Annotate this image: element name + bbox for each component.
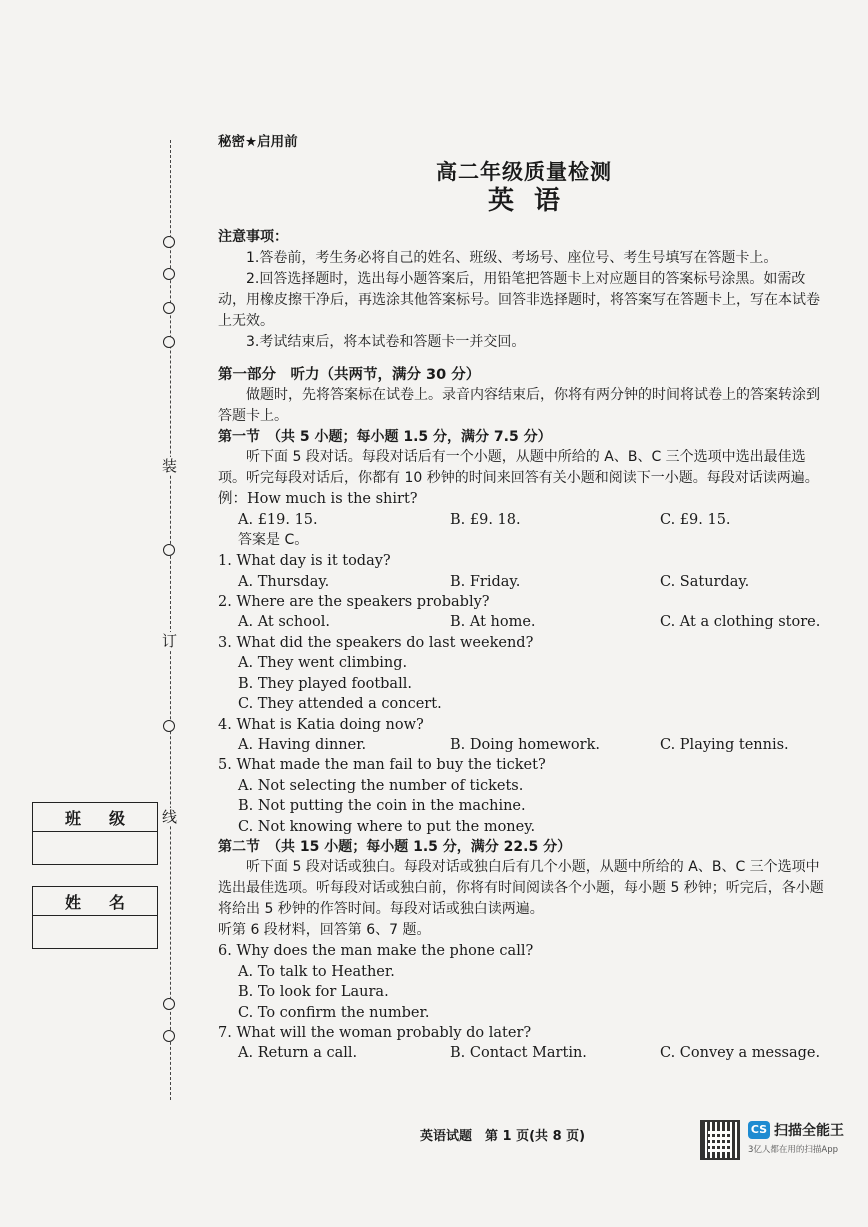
answer-option: B. To look for Laura. <box>238 984 389 1001</box>
binding-hole-icon <box>163 336 175 348</box>
binding-hole-icon <box>163 544 175 556</box>
example-answer: 答案是 C。 <box>238 532 309 549</box>
secret-mark: 秘密★启用前 <box>218 134 298 150</box>
notice-item: 3.考试结束后，将本试卷和答题卡一并交回。 <box>246 333 526 350</box>
question-stem: 1. What day is it today? <box>218 553 391 570</box>
part1-heading: 第一部分 听力（共两节，满分 30 分） <box>218 366 481 383</box>
answer-option: B. Not putting the coin in the machine. <box>238 798 526 815</box>
answer-option: C. Saturday. <box>660 573 750 590</box>
question-options <box>218 612 830 632</box>
part1-intro: 做题时，先将答案标在试卷上。录音内容结束后，你将有两分钟的时间将试卷上的答案转涂到答题卡上。 <box>218 387 820 425</box>
question-stem: 5. What made the man fail to buy the ticket? <box>218 757 546 774</box>
answer-option: C. At a clothing store. <box>660 614 821 631</box>
section2-intro: 听下面 5 段对话或独白。每段对话或独白后有几个小题，从题中所给的 A、B、C 三个选项中选出最佳选项。听每段对话或独白前，你将有时间阅读各个小题，每小题 5 秒钟；听完后，各小题将给出 5 秒钟的作答时间。每段对话或独白读两遍。 <box>218 859 824 918</box>
binding-dashed-line <box>170 140 171 1100</box>
answer-option: A. Thursday. <box>238 573 330 590</box>
page-footer: 英语试题 第 1 页(共 8 页) <box>420 1129 586 1144</box>
binding-hole-icon <box>163 268 175 280</box>
class-field-box <box>32 802 158 865</box>
section2-question-list <box>218 941 830 1063</box>
camscanner-tagline: 3亿人都在用的扫描App <box>748 1145 839 1155</box>
binding-hole-icon <box>163 302 175 314</box>
answer-option: B. At home. <box>450 614 536 631</box>
camscanner-logo-icon: CS <box>748 1121 770 1139</box>
notice-item: 2.回答选择题时，选出每小题答案后，用铅笔把答题卡上对应题目的答案标号涂黑。如需改动，用橡皮擦干净后，再选涂其他答案标号。回答非选择题时，将答案写在答题卡上，写在本试卷上无效。 <box>218 270 820 329</box>
section1-intro: 听下面 5 段对话。每段对话后有一个小题，从题中所给的 A、B、C 三个选项中选出最佳选项。听完每段对话后，你都有 10 秒钟的时间来回答有关小题和阅读下一小题。每段对话读两遍。 <box>218 449 819 487</box>
exam-title: 高二年级质量检测 <box>436 160 612 185</box>
camscanner-name: 扫描全能王 <box>774 1123 844 1139</box>
class-input-area[interactable] <box>33 832 157 864</box>
name-field-box <box>32 886 158 949</box>
example-option: C. £9. 15. <box>660 511 731 528</box>
example-option: B. £9. 18. <box>450 511 521 528</box>
answer-option: C. They attended a concert. <box>238 696 442 713</box>
exam-content <box>218 132 830 1064</box>
question-stem: 4. What is Katia doing now? <box>218 716 424 733</box>
answer-option: B. They played football. <box>238 675 412 692</box>
answer-option: B. Doing homework. <box>450 736 600 753</box>
section2-heading: 第二节 （共 15 小题；每小题 1.5 分，满分 22.5 分） <box>218 838 572 855</box>
binding-hole-icon <box>163 998 175 1010</box>
question-stem: 6. Why does the man make the phone call? <box>218 943 534 960</box>
exam-subject: 英语 <box>487 185 580 216</box>
question-options <box>218 1043 830 1063</box>
binding-char-zhuang: 装 <box>162 457 178 475</box>
answer-option: A. At school. <box>238 614 330 631</box>
answer-option: A. Not selecting the number of tickets. <box>238 777 524 794</box>
section1-question-list <box>218 551 830 837</box>
example-option: A. £19. 15. <box>238 511 318 528</box>
answer-option: B. Contact Martin. <box>450 1045 587 1062</box>
answer-option: A. Return a call. <box>238 1045 358 1062</box>
answer-option: C. Not knowing where to put the money. <box>238 818 536 835</box>
answer-option: C. Playing tennis. <box>660 736 789 753</box>
notice-heading: 注意事项： <box>218 229 288 246</box>
answer-option: C. Convey a message. <box>660 1045 821 1062</box>
binding-hole-icon <box>163 1030 175 1042</box>
name-input-area[interactable] <box>33 916 157 948</box>
name-label: 姓 名 <box>33 887 157 916</box>
question-stem: 2. Where are the speakers probably? <box>218 594 490 611</box>
notice-item: 1.答卷前，考生务必将自己的姓名、班级、考场号、座位号、考生号填写在答题卡上。 <box>246 249 778 266</box>
qr-code-icon <box>700 1120 740 1160</box>
example-question: 例：How much is the shirt? <box>218 491 418 508</box>
binding-hole-icon <box>163 236 175 248</box>
question-options <box>218 735 830 755</box>
answer-option: C. To confirm the number. <box>238 1004 430 1021</box>
answer-option: A. Having dinner. <box>238 736 367 753</box>
question-options <box>218 572 830 592</box>
question-stem: 7. What will the woman probably do later? <box>218 1024 532 1041</box>
answer-option: B. Friday. <box>450 573 521 590</box>
example-options <box>218 510 830 530</box>
material-6-note: 听第 6 段材料，回答第 6、7 题。 <box>218 922 431 939</box>
binding-char-ding: 订 <box>162 632 178 650</box>
answer-option: A. To talk to Heather. <box>238 963 395 980</box>
binding-hole-icon <box>163 720 175 732</box>
class-label: 班 级 <box>33 803 157 832</box>
binding-char-xian: 线 <box>162 808 178 826</box>
answer-option: A. They went climbing. <box>238 655 408 672</box>
question-stem: 3. What did the speakers do last weekend? <box>218 634 534 651</box>
section1-heading: 第一节 （共 5 小题；每小题 1.5 分，满分 7.5 分） <box>218 429 552 446</box>
